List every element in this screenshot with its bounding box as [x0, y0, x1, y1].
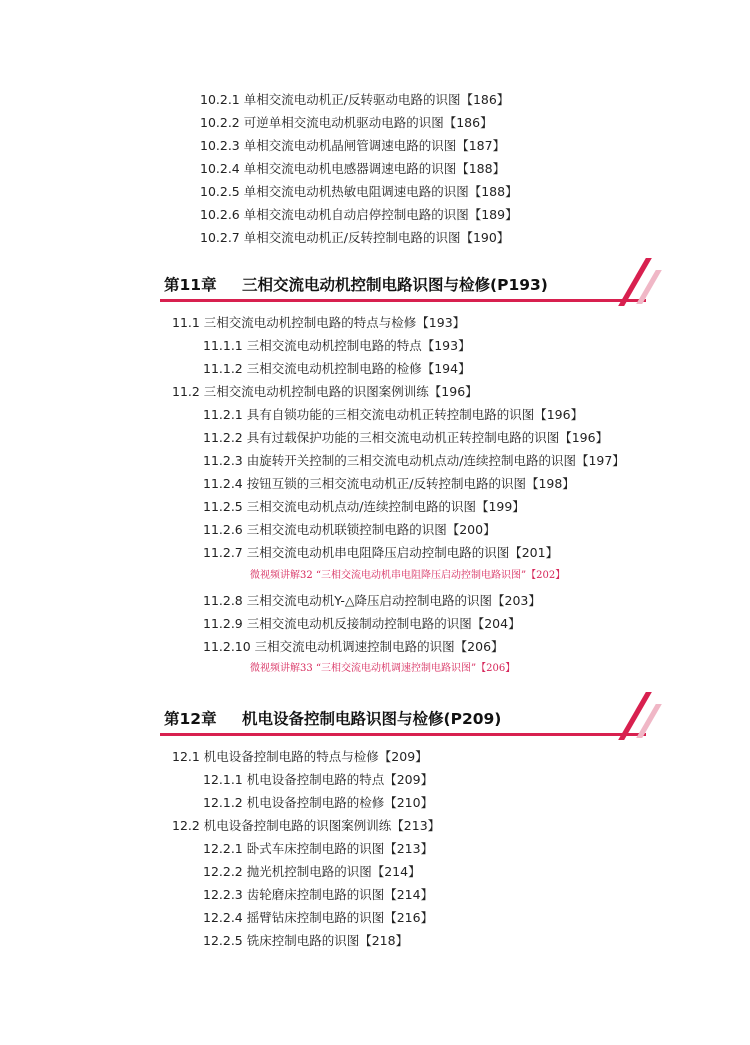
- toc-entry-11-2-5: 11.2.5 三相交流电动机点动/连续控制电路的识图【199】: [203, 499, 525, 514]
- toc-entry-10-2-2: 10.2.2 可逆单相交流电动机驱动电路的识图【186】: [200, 115, 493, 130]
- chapter-11-title: [164, 273, 548, 295]
- chapter-11-name: 三相交流电动机控制电路识图与检修(P193): [242, 276, 548, 294]
- toc-entry-12-2-2: 12.2.2 抛光机控制电路的识图【214】: [203, 864, 421, 879]
- toc-entry-10-2-1: 10.2.1 单相交流电动机正/反转驱动电路的识图【186】: [200, 92, 510, 107]
- toc-entry-11-1: 11.1 三相交流电动机控制电路的特点与检修【193】: [172, 315, 466, 330]
- toc-entry-10-2-5: 10.2.5 单相交流电动机热敏电阻调速电路的识图【188】: [200, 184, 518, 199]
- toc-entry-12-2: 12.2 机电设备控制电路的识图案例训练【213】: [172, 818, 441, 833]
- toc-entry-11-2-4: 11.2.4 按钮互锁的三相交流电动机正/反转控制电路的识图【198】: [203, 476, 575, 491]
- toc-entry-11-1-2: 11.1.2 三相交流电动机控制电路的检修【194】: [203, 361, 471, 376]
- toc-entry-11-2-1: 11.2.1 具有自锁功能的三相交流电动机正转控制电路的识图【196】: [203, 407, 584, 422]
- toc-entry-12-2-5: 12.2.5 铣床控制电路的识图【218】: [203, 933, 409, 948]
- toc-entry-10-2-7: 10.2.7 单相交流电动机正/反转控制电路的识图【190】: [200, 230, 510, 245]
- toc-entry-11-2-3: 11.2.3 由旋转开关控制的三相交流电动机点动/连续控制电路的识图【197】: [203, 453, 625, 468]
- toc-entry-12-1: 12.1 机电设备控制电路的特点与检修【209】: [172, 749, 428, 764]
- toc-entry-12-2-4: 12.2.4 摇臂钻床控制电路的识图【216】: [203, 910, 434, 925]
- video-note-33: 微视频讲解33 “三相交流电动机调速控制电路识图”【206】: [250, 663, 516, 674]
- toc-entry-12-2-1: 12.2.1 卧式车床控制电路的识图【213】: [203, 841, 434, 856]
- chapter-12-rule: [160, 733, 646, 736]
- chapter-12-number: 第12章: [164, 710, 217, 728]
- chapter-12-title: [164, 707, 501, 729]
- toc-entry-10-2-6: 10.2.6 单相交流电动机自动启停控制电路的识图【189】: [200, 207, 518, 222]
- toc-entry-11-2-6: 11.2.6 三相交流电动机联锁控制电路的识图【200】: [203, 522, 496, 537]
- toc-entry-12-2-3: 12.2.3 齿轮磨床控制电路的识图【214】: [203, 887, 434, 902]
- toc-entry-11-2-10: 11.2.10 三相交流电动机调速控制电路的识图【206】: [203, 639, 504, 654]
- toc-entry-11-2-9: 11.2.9 三相交流电动机反接制动控制电路的识图【204】: [203, 616, 521, 631]
- toc-entry-11-2-2: 11.2.2 具有过载保护功能的三相交流电动机正转控制电路的识图【196】: [203, 430, 609, 445]
- video-note-32: 微视频讲解32 “三相交流电动机串电阻降压启动控制电路识图”【202】: [250, 570, 566, 581]
- chapter-11-rule: [160, 299, 646, 302]
- chapter-12-name: 机电设备控制电路识图与检修(P209): [242, 710, 502, 728]
- toc-entry-10-2-4: 10.2.4 单相交流电动机电感器调速电路的识图【188】: [200, 161, 506, 176]
- chapter-11-header: [160, 268, 660, 308]
- toc-entry-10-2-3: 10.2.3 单相交流电动机晶闸管调速电路的识图【187】: [200, 138, 506, 153]
- chapter-12-header: [160, 702, 660, 742]
- toc-entry-11-1-1: 11.1.1 三相交流电动机控制电路的特点【193】: [203, 338, 471, 353]
- chapter-11-number: 第11章: [164, 276, 217, 294]
- toc-entry-12-1-1: 12.1.1 机电设备控制电路的特点【209】: [203, 772, 434, 787]
- toc-entry-12-1-2: 12.1.2 机电设备控制电路的检修【210】: [203, 795, 434, 810]
- toc-entry-11-2: 11.2 三相交流电动机控制电路的识图案例训练【196】: [172, 384, 478, 399]
- toc-entry-11-2-7: 11.2.7 三相交流电动机串电阻降压启动控制电路的识图【201】: [203, 545, 559, 560]
- toc-entry-11-2-8: 11.2.8 三相交流电动机Y-△降压启动控制电路的识图【203】: [203, 593, 541, 608]
